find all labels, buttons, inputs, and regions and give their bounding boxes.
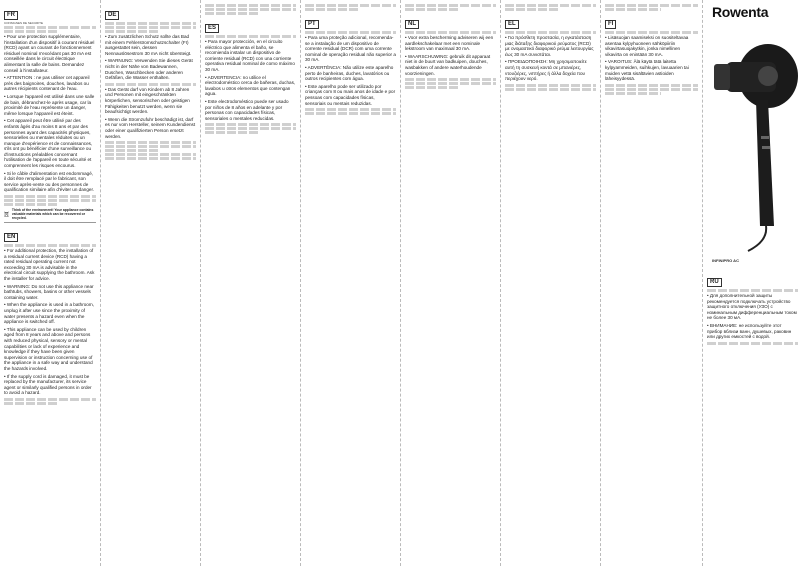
paragraph: • Zum zusätzlichen Schutz sollte das Bad mit einem Fehlerstromschutzschalter (FI) ausgestattet sein, dessen Nennauslösestrom 30 mA nicht übersteigt. [105, 34, 192, 56]
fine-print [405, 86, 460, 89]
fine-print [205, 12, 260, 15]
paragraph: • If the supply cord is damaged, it must be replaced by the manufacturer, its service agent or similarly qualified persons in order to avoid a hazard. [4, 373, 92, 396]
paragraph: • Pour une protection supplémentaire, l'installation d'un dispositif à courant résiduel (RCD) ayant un courant de fonctionnement résiduel nominal n'excédant pas 30 mA est conseillée dans le circuit électrique alimentant la salle de bains. Demandez conseil à l'installateur. [4, 34, 95, 73]
fine-print [605, 84, 698, 87]
paragraph: • ATTENTION : ne pas utiliser cet appareil près des baignoires, douches, lavabos ou autres récipients contenant de l'eau. [4, 75, 90, 92]
paragraph: • Das Gerät darf von Kindern ab 8 Jahren und Personen mit eingeschränkten körperlichen, sensorischen oder geistigen Fähigkeiten benutzt werden, wenn sie beaufsichtigt werden. [105, 86, 190, 115]
fine-print [105, 30, 160, 33]
paragraph: • WARNUNG: Verwenden Sie dieses Gerät nicht in der Nähe von Badewannen, Duschen, Waschbecken oder anderen Gefäßen, die Wasser enthalten. [105, 58, 193, 81]
lang-badge-es: ES [205, 24, 219, 33]
recycling-notice [4, 208, 96, 220]
paragraph: • WARNING: Do not use this appliance near bathtubs, showers, basins or other vessels containing water. [4, 283, 94, 300]
fine-print [105, 153, 196, 156]
fine-print [405, 82, 496, 85]
fine-print [105, 149, 160, 152]
fine-print [405, 78, 496, 81]
fine-print [605, 92, 661, 95]
fine-print [105, 83, 196, 86]
fine-print [205, 35, 296, 38]
lang-badge-nl: NL [405, 20, 419, 29]
fine-print [105, 157, 196, 160]
paragraph: • Cet appareil peut être utilisé par des enfants âgés d'au moins 8 ans et par des personnes ayant des capacités physiques, sensorielles ou mentales réduites ou un manque d'expérience et de connaissances, s'ils ont pu bénéficier d'une surveillance ou d'instructions préalables concernant l'utilisation de l'appareil en toute sécurité et comprennent les risques encourus. [4, 118, 93, 169]
fine-print [707, 289, 798, 292]
fine-print [505, 4, 596, 7]
paragraph: • Para uma proteção adicional, recomenda-se a instalação de um dispositivo de corrente residual (DCR) com uma corrente nominal de operação residual não superior a 30 mA. [305, 35, 396, 63]
fine-print [105, 26, 196, 29]
lang-badge-de: DE [105, 11, 119, 20]
fine-print [605, 31, 698, 34]
fine-print [105, 141, 196, 144]
fine-print [4, 199, 96, 202]
fine-print [305, 4, 396, 7]
paragraph: • When the appliance is used in a bathroom, unplug it after use since the proximity of water presents a hazard even when the appliance is switched off. [4, 302, 94, 325]
fine-print [205, 127, 296, 130]
paragraph: • For additional protection, the installation of a residual current device (RCD) having a rated residual operating current not exceeding 30 mA is advisable in the electrical circuit supplying the bathroom. Ask the installer for advice. [4, 248, 95, 281]
lang-badge-ru: RU [707, 278, 722, 287]
section-heading: CONSIGNES DE SECURITE [4, 21, 44, 25]
fine-print [305, 8, 360, 11]
paragraph: • ADVERTÊNCIA: Não utilize este aparelho perto de banheiras, duches, lavatórios ou outros recipientes com água. [305, 64, 394, 82]
fine-print [4, 398, 96, 401]
fine-print [105, 22, 196, 25]
lang-badge-en: EN [4, 233, 18, 242]
divider [4, 222, 96, 223]
column-el [500, 0, 600, 566]
fine-print [205, 131, 260, 134]
column-de [100, 0, 200, 566]
brand-logo: Rowenta [712, 4, 769, 20]
fine-print [205, 4, 296, 7]
paragraph: • Para mayor protección, en el circuito eléctrico que alimenta el baño, se recomienda instalar un dispositivo de corriente residual (RCD) con una corriente operativa residual nominal de como máximo 30 mA. [205, 39, 295, 72]
paragraph: • Este electrodoméstico puede ser usado por niños de 8 años en adelante y por personas con capacidades físicas, sensoriales o mentales reducidas. [205, 98, 289, 121]
recycling-text: Think of the environment! Your appliance contains valuable materials which can be recovered or recycled. [11, 208, 94, 221]
fine-print [4, 203, 59, 206]
fine-print [4, 244, 96, 247]
fine-print [4, 26, 96, 29]
lang-badge-el: EL [505, 20, 519, 29]
fine-print [205, 8, 296, 11]
fine-print [605, 8, 661, 11]
lang-badge-fr: FR [4, 11, 18, 20]
paragraph: • Lisäsuojan saamiseksi on suositeltavaa asentaa kylpyhuoneen sähköpiiriin vikavirtasuojakytkin, jonka nimellinen vikavirta on enintään 30 mA. [605, 35, 689, 57]
fine-print [305, 112, 396, 115]
recycle-bin-icon [4, 208, 9, 220]
paragraph: • This appliance can be used by children aged from 8 years and above and persons with reduced physical, sensory or mental capabilities or lack of experience and knowledge if they have been given supervision or instruction concerning use of the appliance in a safe way and understand the hazards involved. [4, 326, 93, 371]
paragraph: • WAARSCHUWING: gebruik dit apparaat niet in de buurt van badkuipen, douches, wasbakken of andere waterhoudende voorzieningen. [405, 53, 491, 76]
fine-print [505, 31, 596, 34]
hair-dryer-icon [708, 36, 802, 256]
paragraph: • Este aparelho pode ser utilizado por crianças com 8 ou mais anos de idade e por pessoas com capacidades físicas, sensoriais ou mentais reduzidas. [305, 83, 396, 106]
fine-print [707, 342, 798, 345]
fine-print [4, 30, 59, 33]
fine-print [105, 145, 196, 148]
column-fr-en [0, 0, 100, 566]
column-pt [300, 0, 400, 566]
column-fi [600, 0, 702, 566]
paragraph: • VAROITUS: Älä käytä tätä laitetta kylpyammeiden, suihkujen, lavuaarien tai muiden vettä sisältävien astioiden läheisyydessä. [605, 59, 689, 82]
fine-print [605, 4, 698, 7]
paragraph: • Si le câble d'alimentation est endommagé, il doit être remplacé par le fabricant, son service après-vente ou des personnes de qualification similaire afin d'éviter un danger. [4, 170, 94, 193]
lang-badge-pt: PT [305, 20, 319, 29]
fine-print [405, 4, 496, 7]
paragraph: • ВНИМАНИЕ: не используйте этот прибор вблизи ванн, душевых, раковин или других емкостей с водой. [707, 322, 792, 340]
fine-print [505, 84, 596, 87]
column-es [200, 0, 300, 566]
fine-print [4, 402, 59, 405]
paragraph: • Για πρόσθετη προστασία, η εγκατάσταση μιας διάταξης διαφορικού ρεύματος (RCD) με ονομαστικό διαφορικό ρεύμα λειτουργίας έως 30 mA συνιστάται. [505, 35, 594, 57]
fine-print [4, 195, 96, 198]
column-nl [400, 0, 500, 566]
fine-print [505, 88, 596, 91]
fine-print [305, 31, 396, 34]
fine-print [405, 8, 460, 11]
fine-print [405, 31, 496, 34]
lang-badge-fi: FI [605, 20, 616, 29]
fine-print [605, 88, 698, 91]
paragraph: • ADVERTENCIA: no utilice el electrodoméstico cerca de bañeras, duchas, lavabos u otros elementos que contengan agua. [205, 74, 296, 97]
paragraph: • ΠΡΟΕΙΔΟΠΟΙΗΣΗ: Μη χρησιμοποιείτε αυτή τη συσκευή κοντά σε μπανιέρες, ντουζιέρες, νιπτήρες ή άλλα δοχεία που περιέχουν νερό. [505, 59, 587, 82]
fine-print [305, 108, 396, 111]
fine-print [505, 8, 560, 11]
paragraph: • Для дополнительной защиты рекомендуется подключать устройство защитного отключения (УЗО) с номинальным дифференциальным током не более 30 мА. [707, 293, 797, 321]
paragraph: • Lorsque l'appareil est utilisé dans une salle de bain, débranchez-le après usage, car la proximité de l'eau représente un danger, même lorsque l'appareil est éteint. [4, 93, 95, 116]
fine-print [205, 123, 296, 126]
paragraph: • Voor extra bescherming adviseren wij een aardlekschakelaar met een nominale lekstroom van maximaal 30 mA. [405, 35, 494, 52]
paragraph: • Wenn die Stromzufuhr beschädigt ist, darf es nur vom Hersteller, seinem Kundendienst oder einer qualifizierten Person ersetzt werden. [105, 116, 196, 139]
model-name: INFINIPRO AC [712, 258, 739, 263]
